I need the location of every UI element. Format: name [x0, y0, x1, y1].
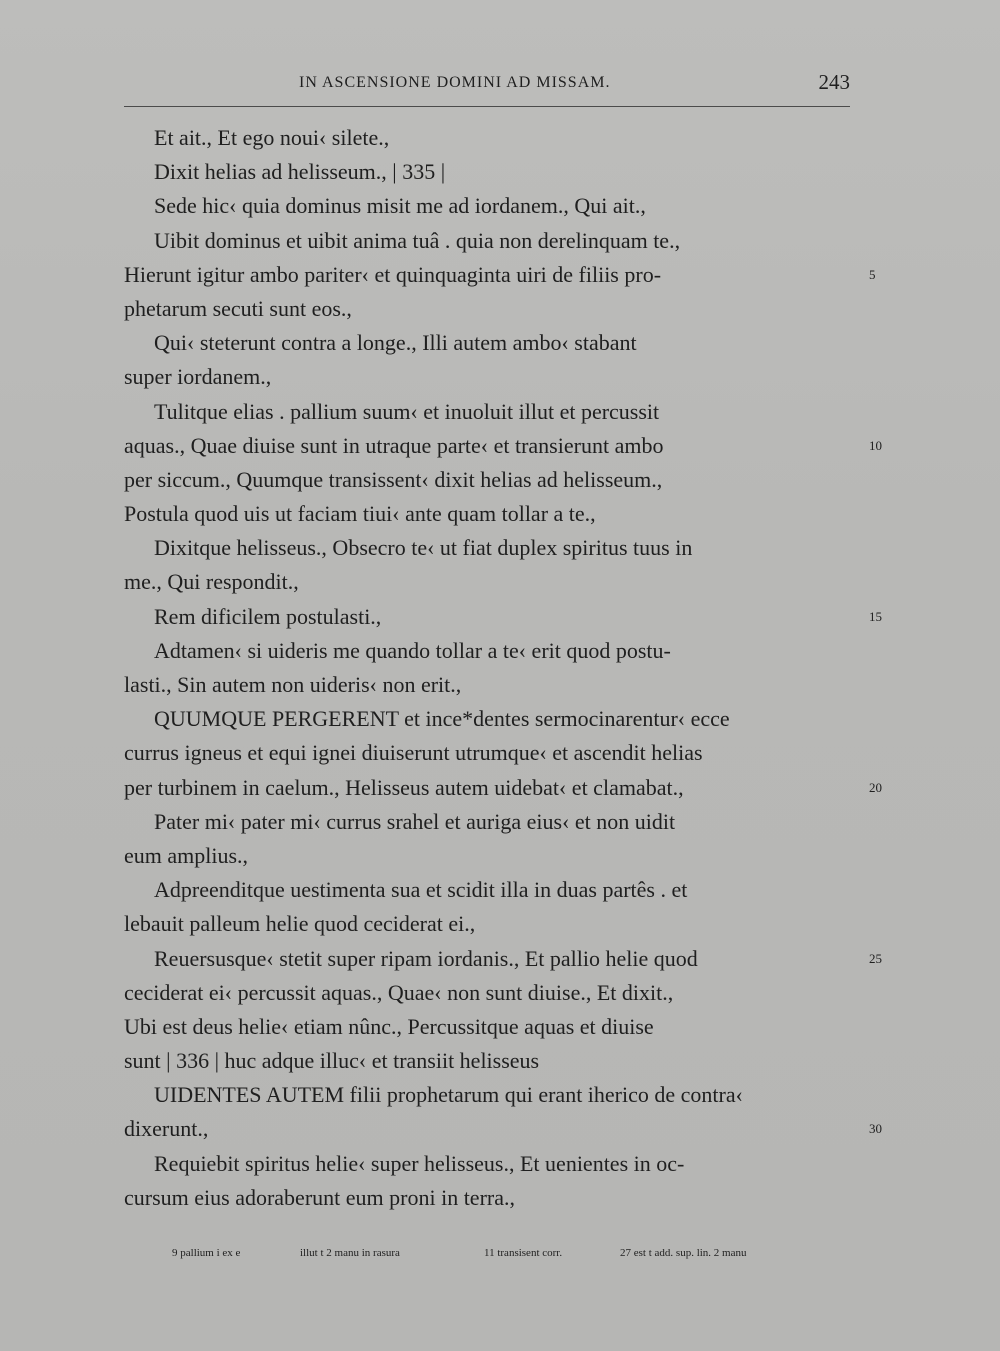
- text-line: [124, 497, 859, 531]
- line-number: 15: [869, 608, 882, 624]
- text-line: [124, 976, 859, 1010]
- line-text: Ubi est deus helie‹ etiam nûnc., Percussitque aquas et diuise: [124, 1013, 654, 1039]
- text-line: [124, 224, 859, 258]
- text-line: [124, 360, 859, 394]
- line-text: Et ait., Et ego noui‹ silete.,: [154, 125, 390, 150]
- text-line: [124, 805, 859, 839]
- line-text: Postula quod uis ut faciam tiui‹ ante quam tollar a te.,: [124, 501, 596, 527]
- text-line: [124, 1044, 859, 1078]
- line-text: Rem dificilem postulasti.,: [154, 603, 382, 629]
- line-text: Hierunt igitur ambo pariter‹ et quinquaginta uiri de filiis pro-: [124, 261, 662, 287]
- text-line: [124, 429, 882, 463]
- text-line: [124, 121, 859, 155]
- line-text: per turbinem in caelum., Helisseus autem uidebat‹ et clamabat.,: [124, 774, 684, 800]
- line-text: QUUMQUE PERGERENT et ince*dentes sermocinarentur‹ ecce: [154, 706, 730, 732]
- text-line: [124, 1010, 859, 1044]
- footnote-3: 11 transisent corr.: [484, 1247, 563, 1259]
- text-line: [124, 155, 859, 189]
- header-rule: [124, 106, 850, 107]
- line-number: 5: [869, 266, 876, 282]
- page-number: 243: [818, 70, 850, 94]
- line-text: per siccum., Quumque transissent‹ dixit helias ad helisseum.,: [124, 466, 663, 492]
- text-line: [124, 668, 859, 702]
- line-text: Sede hic‹ quia dominus misit me ad iordanem., Qui ait.,: [154, 193, 646, 219]
- text-line: [124, 873, 859, 907]
- running-title: IN ASCENSIONE DOMINI AD MISSAM.: [299, 74, 611, 91]
- line-text: Dixit helias ad helisseum., | 335 |: [154, 159, 446, 185]
- footnote-4: 27 est t add. sup. lin. 2 manu: [620, 1247, 747, 1259]
- line-number: 10: [869, 437, 882, 453]
- text-line: [124, 1181, 859, 1215]
- line-text: Adtamen‹ si uideris me quando tollar a te‹ erit quod postu-: [154, 637, 671, 663]
- text-line: [124, 1078, 859, 1112]
- text-line: [124, 395, 859, 429]
- line-text: dixerunt.,: [124, 1116, 209, 1142]
- line-text: Pater mi‹ pater mi‹ currus srahel et auriga eius‹ et non uidit: [154, 808, 676, 834]
- text-line: [124, 531, 859, 565]
- text-line: [124, 565, 859, 599]
- line-text: ceciderat ei‹ percussit aquas., Quae‹ non sunt diuise., Et dixit.,: [124, 979, 674, 1005]
- text-line: [124, 907, 859, 941]
- text-line: [124, 600, 882, 634]
- line-number: 25: [869, 950, 882, 966]
- footnotes: [172, 1247, 832, 1275]
- line-text: lebauit palleum helie quod ceciderat ei.,: [124, 911, 476, 937]
- line-text: UIDENTES AUTEM filii prophetarum qui erant iherico de contra‹: [154, 1082, 743, 1108]
- footnote-1: 9 pallium i ex e: [172, 1247, 241, 1259]
- line-text: super iordanem.,: [124, 364, 272, 390]
- footnote-2: illut t 2 manu in rasura: [300, 1247, 400, 1259]
- text-line: [124, 1112, 882, 1146]
- text-line: [124, 771, 882, 805]
- line-text: eum amplius.,: [124, 842, 249, 868]
- line-text: cursum eius adoraberunt eum proni in terra.,: [124, 1184, 515, 1210]
- line-text: Tulitque elias . pallium suum‹ et inuoluit illut et percussit: [154, 398, 660, 424]
- text-line: [124, 326, 859, 360]
- text-line: [124, 702, 859, 736]
- line-text: phetarum secuti sunt eos.,: [124, 295, 352, 321]
- text-line: [124, 463, 859, 497]
- line-text: Dixitque helisseus., Obsecro te‹ ut fiat duplex spiritus tuus in: [154, 535, 693, 561]
- line-number: 30: [869, 1121, 882, 1137]
- line-text: Reuersusque‹ stetit super ripam iordanis., Et pallio helie quod: [154, 945, 698, 971]
- line-text: Qui‹ steterunt contra a longe., Illi autem ambo‹ stabant: [154, 330, 637, 356]
- line-text: sunt | 336 | huc adque illuc‹ et transiit helisseus: [124, 1048, 540, 1074]
- text-line: [124, 189, 859, 223]
- line-text: Adpreenditque uestimenta sua et scidit illa in duas partês . et: [154, 877, 688, 903]
- line-text: Requiebit spiritus helie‹ super helisseus., Et uenientes in oc-: [154, 1150, 685, 1176]
- text-line: [124, 292, 859, 326]
- text-line: [124, 839, 859, 873]
- line-text: aquas., Quae diuise sunt in utraque parte‹ et transierunt ambo: [124, 432, 664, 458]
- text-line: [124, 942, 882, 976]
- line-text: me., Qui respondit.,: [124, 569, 299, 595]
- line-text: currus igneus et equi ignei diuiserunt utrumque‹ et ascendit helias: [124, 740, 703, 766]
- text-line: [124, 736, 859, 770]
- text-line: [124, 634, 859, 668]
- line-text: lasti., Sin autem non uideris‹ non erit.,: [124, 672, 462, 697]
- text-line: [124, 1147, 859, 1181]
- text-line: [124, 258, 876, 292]
- line-number: 20: [869, 779, 882, 795]
- running-head: [124, 70, 860, 104]
- line-text: Uibit dominus et uibit anima tuâ . quia non derelinquam te.,: [154, 227, 681, 253]
- text-block: [124, 121, 882, 1215]
